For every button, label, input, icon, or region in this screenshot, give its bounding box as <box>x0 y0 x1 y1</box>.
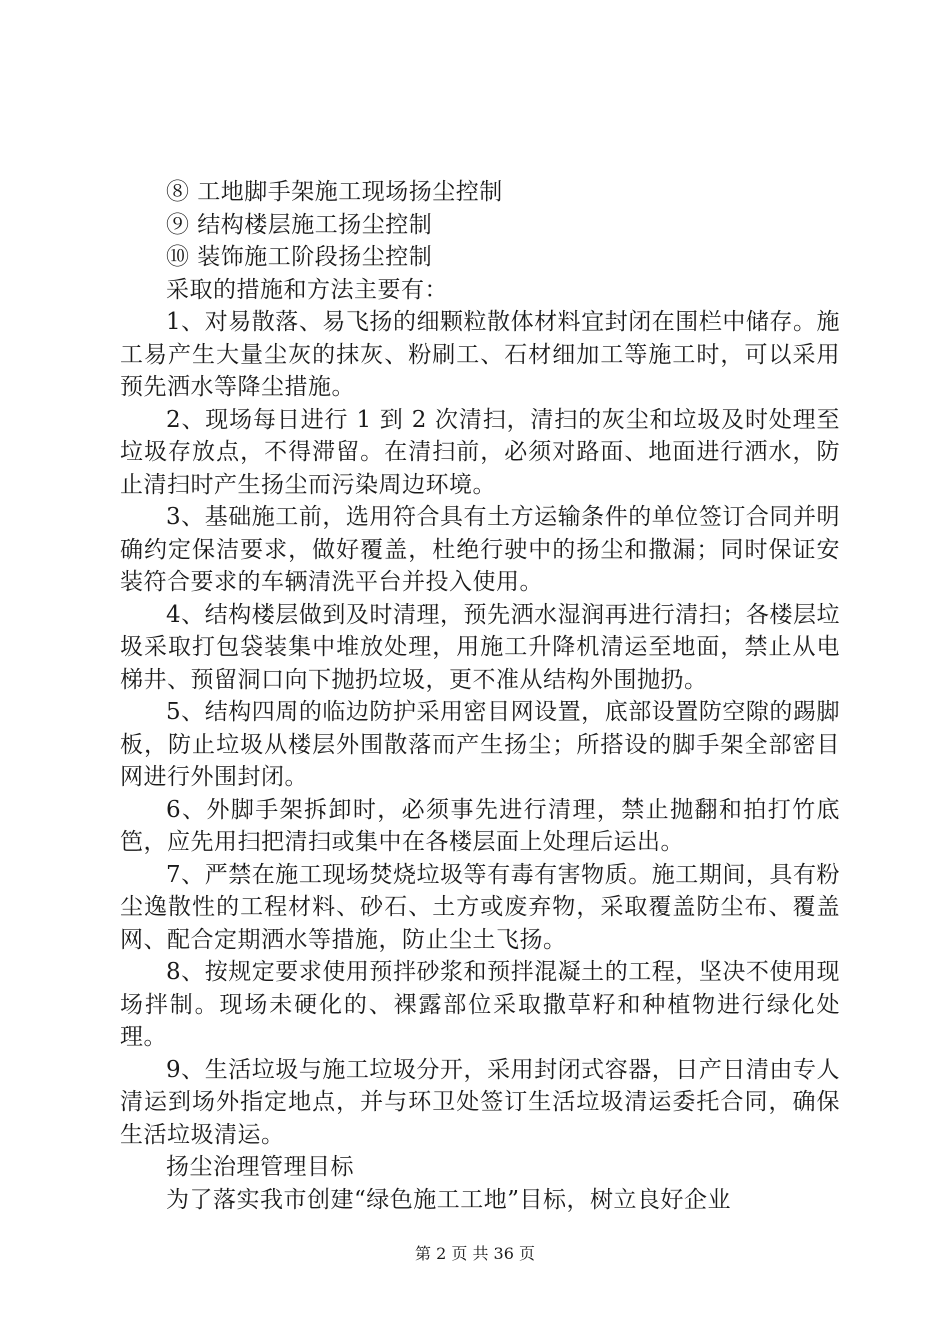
measure-7: 7、严禁在施工现场焚烧垃圾等有毒有害物质。施工期间，具有粉尘逸散性的工程材料、砂石、土方或废弃物，采取覆盖防尘布、覆盖网、配合定期洒水等措施，防止尘土飞扬。 <box>120 861 840 953</box>
measure-9: 9、生活垃圾与施工垃圾分开，采用封闭式容器，日产日清由专人清运到场外指定地点，并与环卫处签订生活垃圾清运委托合同，确保生活垃圾清运。 <box>120 1056 840 1148</box>
measure-8: 8、按规定要求使用预拌砂浆和预拌混凝土的工程，坚决不使用现场拌制。现场未硬化的、裸露部位采取撒草籽和种植物进行绿化处理。 <box>120 959 840 1050</box>
list-item-10: ⑩ 装饰施工阶段扬尘控制 <box>166 244 433 270</box>
measures-intro: 采取的措施和方法主要有： <box>166 276 448 303</box>
measure-1: 1、对易散落、易飞扬的细颗粒散体材料宜封闭在围栏中储存。施工易产生大量尘灰的抹灰、粉刷工、石材细加工等施工时，可以采用预先洒水等降尘措施。 <box>120 309 840 400</box>
section-heading: 扬尘治理管理目标 <box>166 1154 354 1180</box>
section-paragraph: 为了落实我市创建“绿色施工工地”目标，树立良好企业 <box>166 1186 732 1213</box>
measure-6: 6、外脚手架拆卸时，必须事先进行清理，禁止抛翻和拍打竹底笆，应先用扫把清扫或集中在各楼层面上处理后运出。 <box>120 796 840 855</box>
list-item-9: ⑨ 结构楼层施工扬尘控制 <box>166 211 433 238</box>
document-body <box>120 176 840 1216</box>
measure-4: 4、结构楼层做到及时清理，预先洒水湿润再进行清扫；各楼层垃圾采取打包袋装集中堆放处理，用施工升降机清运至地面，禁止从电梯井、预留洞口向下抛扔垃圾，更不准从结构外围抛扔。 <box>120 601 840 693</box>
measure-3: 3、基础施工前，选用符合具有土方运输条件的单位签订合同并明确约定保洁要求，做好覆盖，杜绝行驶中的扬尘和撒漏；同时保证安装符合要求的车辆清洗平台并投入使用。 <box>120 504 840 595</box>
measure-5: 5、结构四周的临边防护采用密目网设置，底部设置防空隙的踢脚板，防止垃圾从楼层外围散落而产生扬尘；所搭设的脚手架全部密目网进行外围封闭。 <box>120 699 840 790</box>
list-item-8: ⑧ 工地脚手架施工现场扬尘控制 <box>166 179 503 205</box>
measure-2: 2、现场每日进行 1 到 2 次清扫，清扫的灰尘和垃圾及时处理至垃圾存放点，不得滞留。在清扫前，必须对路面、地面进行洒水，防止清扫时产生扬尘而污染周边环境。 <box>120 406 840 498</box>
page-footer: 第 2 页 共 36 页 <box>415 1244 535 1263</box>
